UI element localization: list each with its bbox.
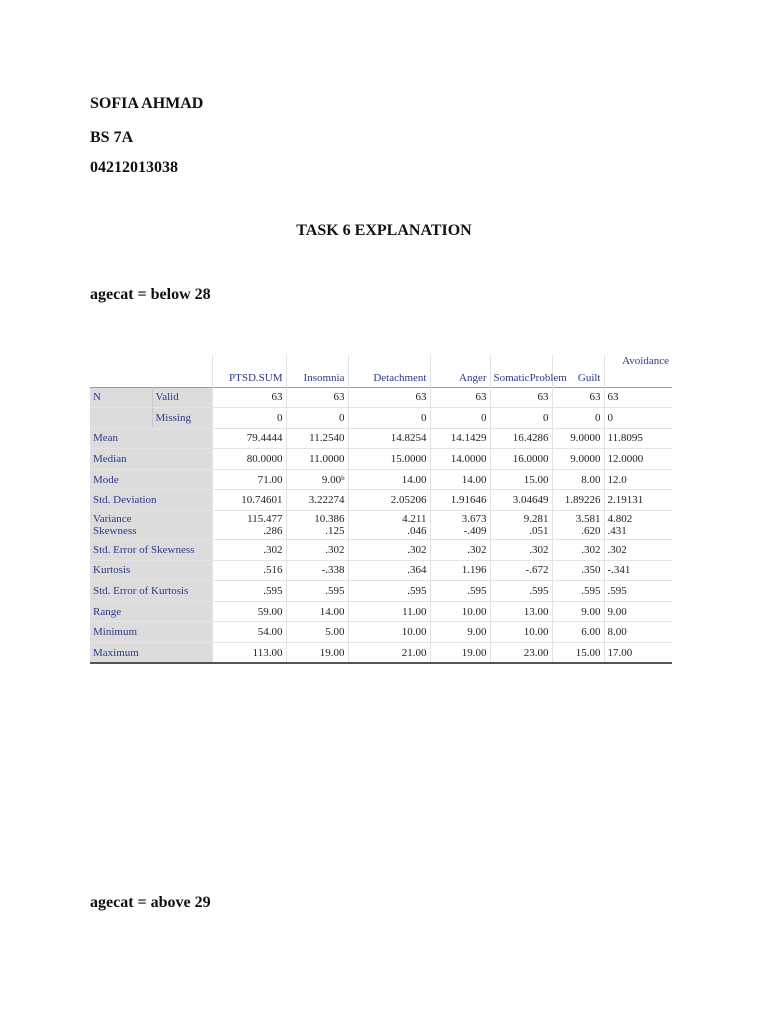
table-cell: .595 (286, 581, 348, 602)
table-cell: 1.89226 (552, 490, 604, 511)
table-cell: 8.00 (604, 622, 672, 643)
table-cell: 80.0000 (212, 449, 286, 470)
row-label: Range (90, 601, 212, 622)
table-cell: 9.00 (604, 601, 672, 622)
table-cell: 0 (286, 408, 348, 429)
table-cell: 63 (604, 387, 672, 408)
table-cell: 12.0 (604, 469, 672, 490)
table-row (90, 540, 672, 561)
table-row (90, 581, 672, 602)
table-cell: -.672 (490, 560, 552, 581)
table-cell: 63 (490, 387, 552, 408)
table-cell: 14.00 (286, 601, 348, 622)
table-cell: 14.1429 (430, 428, 490, 449)
table-cell: 14.8254 (348, 428, 430, 449)
table-cell: 15.0000 (348, 449, 430, 470)
statistics-table (90, 355, 672, 664)
table-cell: 1.196 (430, 560, 490, 581)
table-cell: 11.2540 (286, 428, 348, 449)
row-label: Maximum (90, 643, 212, 664)
row-label: Std. Error of Kurtosis (90, 581, 212, 602)
table-cell: 16.0000 (490, 449, 552, 470)
table-cell: 10.74601 (212, 490, 286, 511)
table-row (90, 408, 672, 429)
table-cell: 2.05206 (348, 490, 430, 511)
table-cell: 5.00 (286, 622, 348, 643)
table-cell: 19.00 (286, 643, 348, 664)
table-cell: 3.673 -.409 (430, 511, 490, 540)
table-cell: 21.00 (348, 643, 430, 664)
table-cell: 14.0000 (430, 449, 490, 470)
table-cell: .302 (430, 540, 490, 561)
table-cell: 4.211 .046 (348, 511, 430, 540)
table-cell: 2.19131 (604, 490, 672, 511)
row-sublabel: Missing (152, 408, 212, 429)
table-cell: .595 (490, 581, 552, 602)
table-cell: 3.22274 (286, 490, 348, 511)
table-cell: .302 (490, 540, 552, 561)
table-cell: -.341 (604, 560, 672, 581)
column-header: Detachment (348, 355, 430, 387)
table-cell: 11.00 (348, 601, 430, 622)
column-header: Avoidance (604, 355, 672, 387)
table-cell: 15.00 (552, 643, 604, 664)
table-cell: 11.8095 (604, 428, 672, 449)
row-label: Mode (90, 469, 212, 490)
row-label: Variance Skewness (90, 511, 212, 540)
table-cell: .595 (604, 581, 672, 602)
class-section: BS 7A (90, 129, 134, 146)
table-cell: 0 (348, 408, 430, 429)
table-row (90, 511, 672, 540)
table-row (90, 643, 672, 664)
table-cell: 3.04649 (490, 490, 552, 511)
table-cell: 10.00 (430, 601, 490, 622)
table-cell: 0 (490, 408, 552, 429)
table-cell: -.338 (286, 560, 348, 581)
table-cell: 10.00 (348, 622, 430, 643)
student-id: 04212013038 (90, 159, 178, 176)
table-cell: .302 (212, 540, 286, 561)
table-cell: 11.0000 (286, 449, 348, 470)
table-cell: 59.00 (212, 601, 286, 622)
table-row (90, 469, 672, 490)
row-label: Kurtosis (90, 560, 212, 581)
table-cell: 9.0000 (552, 428, 604, 449)
author-name: SOFIA AHMAD (90, 95, 204, 112)
table-cell: .364 (348, 560, 430, 581)
table-cell: 71.00 (212, 469, 286, 490)
row-label: N (90, 387, 152, 408)
table-cell: 1.91646 (430, 490, 490, 511)
table-cell: .595 (552, 581, 604, 602)
table-row (90, 622, 672, 643)
table-row (90, 428, 672, 449)
section-heading-above-29: agecat = above 29 (90, 894, 211, 911)
row-label: Std. Deviation (90, 490, 212, 511)
table-cell: 12.0000 (604, 449, 672, 470)
table-cell: 6.00 (552, 622, 604, 643)
table-cell: 63 (212, 387, 286, 408)
table-cell: 0 (604, 408, 672, 429)
table-cell: 115.477 .286 (212, 511, 286, 540)
page-title: TASK 6 EXPLANATION (296, 222, 472, 239)
table-cell: .595 (212, 581, 286, 602)
table-cell: 0 (430, 408, 490, 429)
table-row (90, 449, 672, 470)
table-cell: .302 (348, 540, 430, 561)
table-cell: 17.00 (604, 643, 672, 664)
row-label: Minimum (90, 622, 212, 643)
table-cell: 9.281 .051 (490, 511, 552, 540)
table-cell: 14.00 (430, 469, 490, 490)
table-cell: 63 (430, 387, 490, 408)
table-cell: 10.386 .125 (286, 511, 348, 540)
table-row (90, 490, 672, 511)
table-cell: 14.00 (348, 469, 430, 490)
table-cell: 19.00 (430, 643, 490, 664)
table-cell: 3.581 .620 (552, 511, 604, 540)
column-header: PTSD.SUM (212, 355, 286, 387)
row-label: Median (90, 449, 212, 470)
table-cell: 54.00 (212, 622, 286, 643)
table-row (90, 387, 672, 408)
table-cell: 63 (552, 387, 604, 408)
table-cell: 63 (348, 387, 430, 408)
table-cell: 15.00 (490, 469, 552, 490)
table-cell: 23.00 (490, 643, 552, 664)
table-row (90, 601, 672, 622)
table-cell: 0 (212, 408, 286, 429)
column-header: Insomnia (286, 355, 348, 387)
table-cell: .350 (552, 560, 604, 581)
table-cell: 13.00 (490, 601, 552, 622)
table-cell: 4.802 .431 (604, 511, 672, 540)
row-sublabel: Valid (152, 387, 212, 408)
table-cell: 10.00 (490, 622, 552, 643)
table-cell: 9.0000 (552, 449, 604, 470)
table-cell: 16.4286 (490, 428, 552, 449)
table-cell: 9.00 (430, 622, 490, 643)
table-header-row (90, 355, 672, 387)
table-cell: .302 (604, 540, 672, 561)
column-header: SomaticProblem (490, 355, 552, 387)
table-cell: 9.00ᵇ (286, 469, 348, 490)
table-cell: 113.00 (212, 643, 286, 664)
table-cell: 63 (286, 387, 348, 408)
table-cell: 79.4444 (212, 428, 286, 449)
table-cell: 9.00 (552, 601, 604, 622)
row-label: Std. Error of Skewness (90, 540, 212, 561)
statistics-table-container (90, 355, 672, 664)
row-label: Mean (90, 428, 212, 449)
column-header: Anger (430, 355, 490, 387)
table-cell: .302 (552, 540, 604, 561)
column-header: Guilt (552, 355, 604, 387)
section-heading-below-28: agecat = below 28 (90, 286, 211, 303)
table-cell: .302 (286, 540, 348, 561)
table-cell: 0 (552, 408, 604, 429)
table-row (90, 560, 672, 581)
table-cell: 8.00 (552, 469, 604, 490)
table-cell: .516 (212, 560, 286, 581)
table-cell: .595 (348, 581, 430, 602)
row-label (90, 408, 152, 429)
table-cell: .595 (430, 581, 490, 602)
